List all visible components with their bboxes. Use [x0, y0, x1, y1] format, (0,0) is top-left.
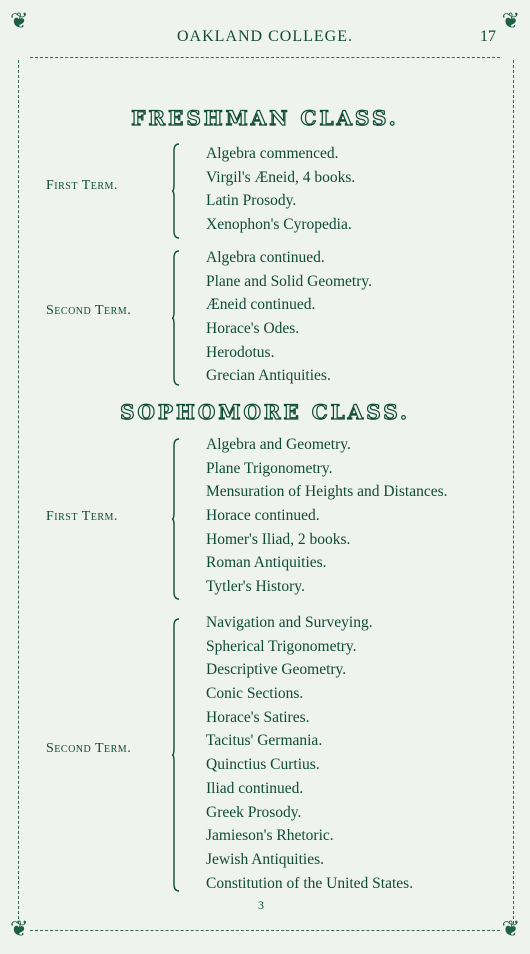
corner-ornament-icon: ❦: [501, 8, 520, 33]
list-item: Plane Trigonometry.: [206, 459, 333, 477]
list-item: Plane and Solid Geometry.: [206, 272, 373, 290]
freshman-second-term-subjects: [206, 246, 372, 388]
list-item: Constitution of the United States.: [206, 874, 414, 892]
bottom-rule: [30, 930, 500, 931]
sophomore-second-term-subjects: [206, 611, 413, 895]
list-item: Latin Prosody.: [206, 192, 297, 210]
corner-ornament-icon: ❦: [501, 916, 520, 941]
list-item: Algebra commenced.: [206, 145, 339, 162]
brace-icon: [172, 618, 180, 892]
list-item: Descriptive Geometry.: [206, 661, 347, 679]
freshman-first-term-label: First Term.: [46, 178, 118, 193]
brace-icon: [172, 143, 180, 239]
freshman-class-title: FRESHMAN CLASS.: [131, 106, 399, 130]
sophomore-first-term-subjects: [206, 433, 448, 599]
list-item: Grecian Antiquities.: [206, 367, 331, 385]
list-item: Tytler's History.: [206, 578, 305, 596]
list-item: Jamieson's Rhetoric.: [206, 827, 334, 845]
corner-ornament-icon: ❦: [10, 8, 29, 33]
sophomore-second-term-label: Second Term.: [46, 741, 132, 756]
list-item: Homer's Iliad, 2 books.: [206, 530, 351, 548]
list-item: Spherical Trigonometry.: [206, 637, 357, 655]
list-item: Algebra and Geometry.: [206, 436, 351, 453]
sophomore-first-term-label: First Term.: [46, 509, 118, 524]
brace-icon: [172, 438, 180, 600]
list-item: Virgil's Æneid, 4 books.: [206, 168, 356, 186]
list-item: Roman Antiquities.: [206, 554, 327, 572]
right-rule: [513, 60, 514, 924]
list-item: Horace's Satires.: [206, 708, 310, 726]
list-item: Navigation and Surveying.: [206, 614, 373, 631]
left-rule: [18, 60, 19, 924]
list-item: Jewish Antiquities.: [206, 850, 324, 868]
list-item: Horace continued.: [206, 507, 320, 525]
list-item: Algebra continued.: [206, 249, 325, 266]
list-item: Conic Sections.: [206, 685, 304, 703]
list-item: Horace's Odes.: [206, 320, 300, 338]
freshman-first-term-subjects: [206, 142, 355, 237]
list-item: Æneid continued.: [206, 296, 316, 314]
corner-ornament-icon: ❦: [10, 916, 29, 941]
page-number: 17: [480, 28, 496, 45]
running-header: OAKLAND COLLEGE.: [177, 28, 353, 45]
list-item: Quinctius Curtius.: [206, 756, 320, 774]
list-item: Greek Prosody.: [206, 803, 302, 821]
top-rule: [30, 57, 500, 58]
list-item: Mensuration of Heights and Distances.: [206, 483, 448, 501]
signature-mark: 3: [258, 898, 264, 912]
sophomore-class-title: SOPHOMORE CLASS.: [120, 400, 410, 424]
brace-icon: [172, 250, 180, 386]
list-item: Herodotus.: [206, 343, 275, 361]
list-item: Iliad continued.: [206, 779, 304, 797]
list-item: Tacitus' Germania.: [206, 732, 323, 750]
freshman-second-term-label: Second Term.: [46, 303, 132, 318]
list-item: Xenophon's Cyropedia.: [206, 216, 352, 234]
